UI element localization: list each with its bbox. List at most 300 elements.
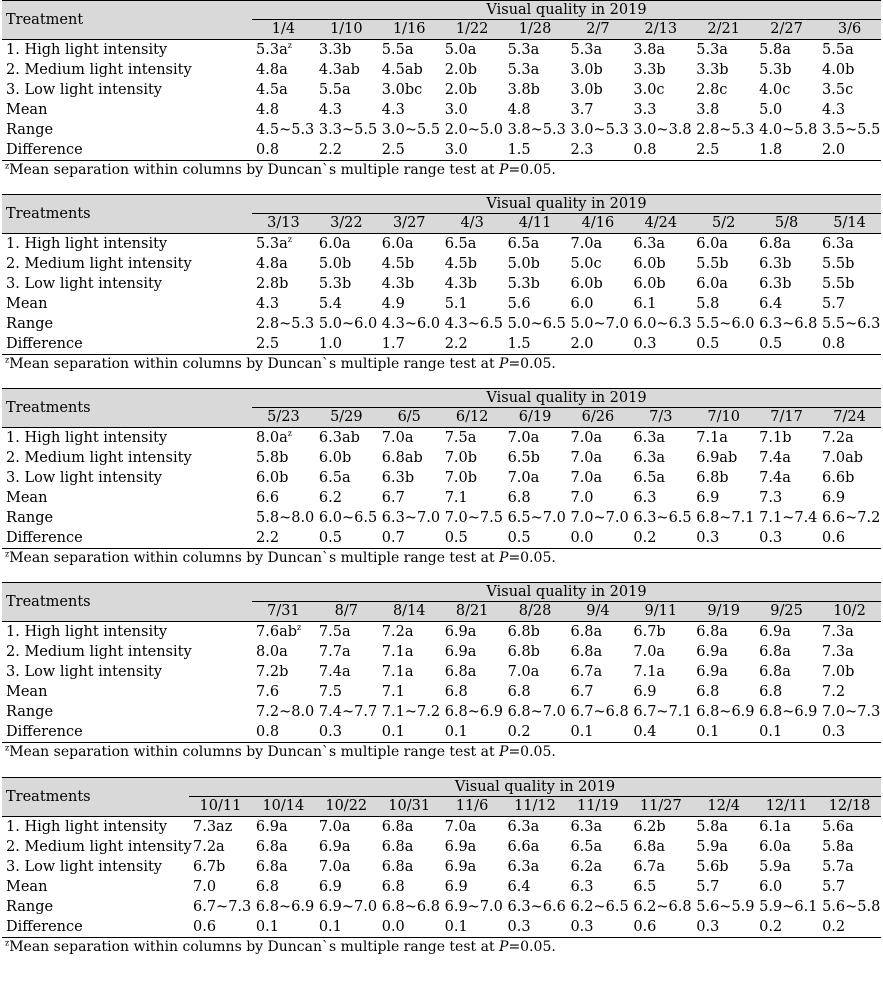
table-cell	[629, 120, 692, 140]
table-cell	[378, 662, 441, 682]
table-cell	[755, 528, 818, 549]
row-label: Mean	[6, 684, 48, 700]
cell-value: 0.1	[570, 724, 594, 740]
tables-container	[2, 0, 881, 957]
table-cell	[629, 897, 692, 917]
cell-value: 7.0	[193, 879, 217, 895]
table-cell	[378, 40, 441, 61]
table-cell	[252, 100, 315, 120]
table-row	[2, 334, 881, 355]
table-cell	[315, 722, 378, 743]
table-cell	[441, 837, 504, 857]
table-cell	[441, 80, 504, 100]
table-row	[2, 877, 881, 897]
cell-value: 0.2	[507, 724, 531, 740]
cell-value: 6.5	[633, 879, 657, 895]
cell-value: 6.3a	[633, 236, 666, 252]
cell-value: 2.0	[570, 336, 594, 352]
row-label: 3. Low light intensity	[6, 859, 162, 875]
cell-value: 0.4	[633, 724, 657, 740]
cell-value: 3.0~3.8	[633, 122, 692, 138]
table-cell	[441, 682, 504, 702]
table-block	[2, 194, 881, 388]
date-header: 4/3	[441, 214, 504, 234]
cell-value: 6.8a	[381, 839, 414, 855]
table-row	[2, 837, 881, 857]
table-cell	[504, 508, 567, 528]
results-table	[2, 582, 881, 743]
cell-value: 7.0b	[444, 450, 478, 466]
table-row	[2, 80, 881, 100]
row-label: Range	[6, 510, 54, 526]
cell-value: 0.3	[696, 530, 720, 546]
table-cell	[818, 468, 881, 488]
table-footnote	[2, 938, 881, 957]
cell-value: 7.0b	[822, 664, 855, 680]
cell-value: 1.5	[507, 336, 531, 352]
table-cell	[315, 254, 378, 274]
cell-value: 0.5	[318, 530, 342, 546]
cell-value: 4.8	[507, 102, 531, 118]
cell-value: 3.0~5.5	[381, 122, 441, 138]
table-cell	[315, 642, 378, 662]
treatment-header: Treatments	[2, 389, 252, 428]
table-cell	[818, 877, 881, 897]
cell-value: 0.1	[381, 724, 405, 740]
cell-value: 5.6a	[822, 819, 854, 835]
table-cell	[566, 622, 629, 643]
table-cell	[818, 334, 881, 355]
cell-value: 7.1~7.4	[759, 510, 818, 526]
table-cell	[818, 254, 881, 274]
table-row	[2, 100, 881, 120]
cell-value: 6.8	[696, 684, 720, 700]
cell-value: 6.7a	[570, 664, 603, 680]
table-cell	[566, 294, 629, 314]
table-cell	[504, 234, 567, 255]
cell-value: 8.0a	[256, 430, 288, 446]
table-cell	[378, 140, 441, 161]
cell-value: 5.5a	[822, 42, 854, 58]
date-header: 5/8	[755, 214, 818, 234]
table-cell	[692, 702, 755, 722]
date-header: 8/28	[504, 602, 567, 622]
table-cell	[315, 662, 378, 682]
cell-value: 5.6	[507, 296, 531, 312]
cell-value: 6.0b	[570, 276, 603, 292]
cell-value: 6.9~7.0	[444, 899, 503, 915]
table-cell	[315, 622, 378, 643]
table-cell	[692, 40, 755, 61]
cell-value: 4.3ab	[318, 62, 360, 78]
table-cell	[504, 60, 567, 80]
table-cell	[755, 448, 818, 468]
cell-value: 3.8b	[507, 82, 540, 98]
cell-value: 6.2~6.8	[633, 899, 692, 915]
cell-value: 6.9a	[696, 644, 728, 660]
table-block	[2, 582, 881, 777]
table-cell	[629, 468, 692, 488]
date-header: 11/19	[566, 797, 629, 817]
table-cell	[755, 254, 818, 274]
table-cell	[755, 817, 818, 838]
table-cell	[755, 60, 818, 80]
cell-value: 3.7	[570, 102, 594, 118]
cell-value: 6.6b	[822, 470, 855, 486]
table-cell	[566, 274, 629, 294]
table-cell	[252, 622, 315, 643]
cell-value: 6.8a	[759, 236, 791, 252]
cell-value: 6.6	[256, 490, 280, 506]
table-cell	[692, 428, 755, 449]
cell-value: 5.0~6.5	[507, 316, 566, 332]
cell-value: 1.0	[318, 336, 342, 352]
cell-value: 7.6ab	[256, 624, 298, 640]
cell-value: 7.1a	[633, 664, 666, 680]
date-header: 2/7	[566, 20, 629, 40]
cell-value: 6.7b	[633, 624, 666, 640]
cell-value: 6.8~6.9	[255, 899, 315, 915]
table-cell	[692, 897, 755, 917]
cell-value: 5.6b	[696, 859, 729, 875]
table-row	[2, 622, 881, 643]
cell-value: 3.0bc	[381, 82, 423, 98]
cell-value: 6.8a	[696, 624, 728, 640]
table-cell	[818, 857, 881, 877]
cell-value: 0.8	[633, 142, 657, 158]
table-cell	[252, 488, 315, 508]
table-footnote	[2, 161, 881, 180]
table-cell	[504, 897, 567, 917]
table-cell	[818, 274, 881, 294]
table-cell	[818, 120, 881, 140]
table-cell	[504, 702, 567, 722]
table-cell	[692, 877, 755, 897]
table-cell	[692, 448, 755, 468]
treatment-header: Treatments	[2, 778, 189, 817]
footnote-marker: z	[5, 743, 10, 753]
cell-value: 5.5b	[696, 256, 729, 272]
cell-value: 6.8a	[633, 839, 666, 855]
table-cell	[441, 100, 504, 120]
cell-value: 0.3	[570, 919, 594, 935]
visual-quality-header: Visual quality in 2019	[252, 1, 881, 20]
row-label: 2. Medium light intensity	[6, 839, 192, 855]
cell-value: 6.9a	[255, 819, 288, 835]
table-cell	[315, 817, 378, 838]
table-cell	[566, 448, 629, 468]
cell-value: 6.8~7.1	[696, 510, 755, 526]
cell-value: 6.5~7.0	[507, 510, 566, 526]
date-header: 12/4	[692, 797, 755, 817]
table-cell	[378, 702, 441, 722]
date-header: 8/7	[315, 602, 378, 622]
date-header: 10/31	[378, 797, 441, 817]
date-header: 12/11	[755, 797, 818, 817]
cell-value: 0.3	[318, 724, 342, 740]
table-cell	[441, 662, 504, 682]
table-row	[2, 642, 881, 662]
table-cell	[378, 528, 441, 549]
table-cell	[504, 334, 567, 355]
date-header: 4/11	[504, 214, 567, 234]
results-table	[2, 194, 881, 355]
table-cell	[315, 100, 378, 120]
cell-value: 2.0~5.0	[444, 122, 503, 138]
cell-value: 7.0	[570, 490, 594, 506]
table-cell	[378, 334, 441, 355]
cell-value: 6.8	[381, 879, 405, 895]
cell-value: 4.5~5.3	[256, 122, 315, 138]
table-cell	[252, 857, 315, 877]
cell-value: 6.3b	[759, 256, 792, 272]
cell-value: 7.0a	[570, 236, 603, 252]
date-header: 5/23	[252, 408, 315, 428]
table-cell	[566, 334, 629, 355]
footnote-marker: z	[5, 161, 10, 171]
table-cell	[252, 140, 315, 161]
date-header: 10/14	[252, 797, 315, 817]
table-row	[2, 120, 881, 140]
footnote-marker: z	[5, 355, 10, 365]
table-cell	[629, 60, 692, 80]
table-cell	[629, 642, 692, 662]
table-cell	[441, 468, 504, 488]
table-row	[2, 314, 881, 334]
cell-value: 6.1a	[759, 819, 791, 835]
date-header: 6/19	[504, 408, 567, 428]
footnote-text: Mean separation within columns by Duncan`s multiple range test at P=0.05.	[9, 744, 556, 760]
table-cell	[629, 488, 692, 508]
cell-value: 6.6a	[507, 839, 540, 855]
table-cell	[629, 837, 692, 857]
table-cell	[504, 857, 567, 877]
table-cell	[252, 817, 315, 838]
cell-value: 4.3	[318, 102, 342, 118]
table-cell	[755, 80, 818, 100]
table-cell	[504, 817, 567, 838]
table-cell	[315, 428, 378, 449]
table-cell	[566, 100, 629, 120]
table-cell	[818, 80, 881, 100]
footnote-text: Mean separation within columns by Duncan`s multiple range test at P=0.05.	[9, 550, 556, 566]
cell-value: 6.7~7.3	[193, 899, 252, 915]
cell-value: 4.3	[822, 102, 846, 118]
results-table	[2, 777, 881, 938]
date-header: 7/10	[692, 408, 755, 428]
table-cell	[818, 528, 881, 549]
table-cell	[378, 448, 441, 468]
table-cell	[504, 448, 567, 468]
table-cell	[378, 488, 441, 508]
footnote-text: Mean separation within columns by Duncan`s multiple range test at P=0.05.	[9, 939, 556, 955]
date-header: 7/17	[755, 408, 818, 428]
cell-value: 5.9a	[759, 859, 791, 875]
cell-value: 5.8b	[256, 450, 289, 466]
table-cell	[692, 274, 755, 294]
cell-value: 6.5a	[633, 470, 666, 486]
date-header: 2/13	[629, 20, 692, 40]
table-row	[2, 508, 881, 528]
cell-value: 3.3b	[318, 42, 352, 58]
cell-value: 4.0b	[822, 62, 855, 78]
cell-value: 7.3a	[822, 624, 854, 640]
date-header: 1/10	[315, 20, 378, 40]
cell-value: 7.0a	[444, 819, 477, 835]
cell-value: 0.8	[256, 142, 280, 158]
cell-value: 6.0b	[318, 450, 352, 466]
table-cell	[566, 642, 629, 662]
table-cell	[441, 857, 504, 877]
date-header: 10/2	[818, 602, 881, 622]
treatment-header: Treatments	[2, 195, 252, 234]
cell-value: 7.1a	[381, 644, 414, 660]
cell-value: 2.2	[444, 336, 468, 352]
table-row	[2, 294, 881, 314]
table-cell	[566, 140, 629, 161]
table-footnote	[2, 549, 881, 568]
table-row	[2, 254, 881, 274]
table-cell	[252, 120, 315, 140]
cell-value: 5.6~5.9	[696, 899, 755, 915]
table-cell	[692, 508, 755, 528]
cell-value: 6.0a	[696, 276, 728, 292]
footnote-marker: z	[287, 41, 292, 51]
table-row	[2, 40, 881, 61]
cell-value: 5.7	[822, 879, 846, 895]
cell-value: 6.0b	[633, 276, 666, 292]
table-cell	[629, 817, 692, 838]
cell-value: 0.5	[507, 530, 531, 546]
treatment-header: Treatment	[2, 1, 252, 40]
table-cell	[629, 682, 692, 702]
table-cell	[441, 917, 504, 938]
table-cell	[504, 488, 567, 508]
cell-value: 4.3~6.0	[381, 316, 441, 332]
cell-value: 5.5a	[318, 82, 351, 98]
cell-value: 5.0b	[507, 256, 540, 272]
table-cell	[755, 40, 818, 61]
cell-value: 4.9	[381, 296, 405, 312]
table-row	[2, 817, 881, 838]
table-cell	[504, 468, 567, 488]
table-footnote	[2, 355, 881, 374]
cell-value: 8.0a	[256, 644, 288, 660]
cell-value: 5.9a	[696, 839, 728, 855]
table-cell	[315, 917, 378, 938]
cell-value: 6.3a	[633, 430, 666, 446]
table-cell	[441, 877, 504, 897]
table-cell	[441, 294, 504, 314]
table-cell	[504, 274, 567, 294]
table-row	[2, 722, 881, 743]
row-label: 2. Medium light intensity	[6, 62, 192, 78]
table-cell	[818, 448, 881, 468]
cell-value: 7.5a	[318, 624, 351, 640]
cell-value: 7.4a	[759, 450, 791, 466]
cell-value: 6.3ab	[318, 430, 360, 446]
table-cell	[818, 40, 881, 61]
row-label: Mean	[6, 490, 48, 506]
cell-value: 6.9	[822, 490, 846, 506]
table-cell	[755, 642, 818, 662]
cell-value: 7.0a	[570, 470, 603, 486]
table-cell	[818, 294, 881, 314]
table-cell	[504, 622, 567, 643]
visual-quality-header: Visual quality in 2019	[189, 778, 881, 797]
cell-value: 6.8b	[696, 470, 729, 486]
table-cell	[252, 662, 315, 682]
cell-value: 5.3a	[256, 236, 288, 252]
table-cell	[504, 528, 567, 549]
table-cell	[315, 837, 378, 857]
table-cell	[692, 468, 755, 488]
spacer	[2, 568, 881, 582]
table-cell	[566, 837, 629, 857]
table-cell	[629, 428, 692, 449]
date-header: 7/3	[629, 408, 692, 428]
cell-value: 4.3b	[381, 276, 415, 292]
table-cell	[378, 468, 441, 488]
table-cell	[755, 877, 818, 897]
cell-value: 5.3b	[507, 276, 540, 292]
table-cell	[755, 837, 818, 857]
table-row	[2, 234, 881, 255]
table-cell	[755, 100, 818, 120]
table-cell	[629, 662, 692, 682]
table-cell	[441, 60, 504, 80]
table-cell	[315, 448, 378, 468]
cell-value: 5.0a	[444, 42, 477, 58]
table-cell	[629, 448, 692, 468]
table-cell	[755, 468, 818, 488]
table-cell	[755, 897, 818, 917]
table-cell	[378, 294, 441, 314]
table-cell	[504, 662, 567, 682]
cell-value: 0.2	[822, 919, 846, 935]
table-cell	[504, 40, 567, 61]
cell-value: 1.7	[381, 336, 405, 352]
cell-value: 5.5b	[822, 276, 855, 292]
cell-value: 6.3~7.0	[381, 510, 441, 526]
table-cell	[378, 682, 441, 702]
table-cell	[629, 917, 692, 938]
table-cell	[755, 508, 818, 528]
table-cell	[378, 877, 441, 897]
cell-value: 7.0ab	[822, 450, 864, 466]
date-header: 6/5	[378, 408, 441, 428]
table-cell	[441, 428, 504, 449]
table-cell	[504, 80, 567, 100]
table-cell	[692, 254, 755, 274]
cell-value: 6.3~6.8	[759, 316, 818, 332]
cell-value: 6.8ab	[381, 450, 423, 466]
table-cell	[629, 274, 692, 294]
cell-value: 0.1	[696, 724, 720, 740]
table-cell	[504, 642, 567, 662]
cell-value: 4.5a	[256, 82, 288, 98]
table-cell	[252, 837, 315, 857]
cell-value: 0.3	[696, 919, 720, 935]
cell-value: 2.8~5.3	[256, 316, 315, 332]
table-cell	[315, 877, 378, 897]
cell-value: 0.1	[759, 724, 783, 740]
table-cell	[252, 274, 315, 294]
table-cell	[378, 234, 441, 255]
table-row	[2, 488, 881, 508]
cell-value: 6.0a	[381, 236, 414, 252]
cell-value: 3.3b	[633, 62, 666, 78]
